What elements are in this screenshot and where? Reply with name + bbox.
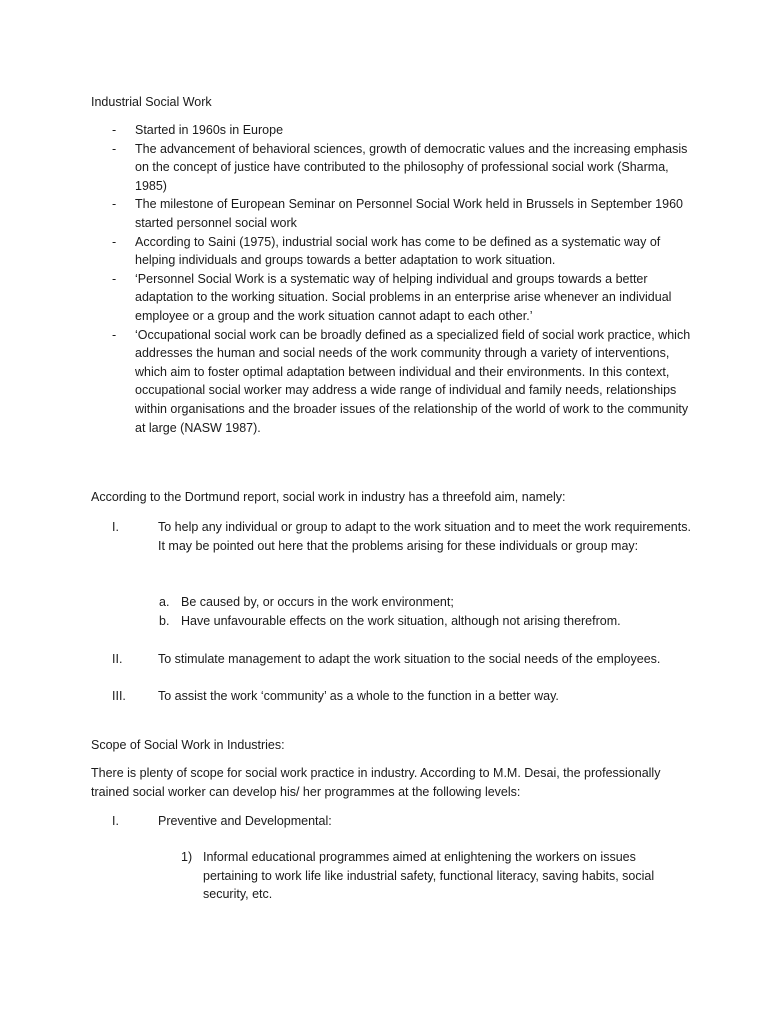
item-text: Informal educational programmes aimed at enlightening the workers on issues pertaining to work life like industrial safety, functional literacy, saving habits, social security, etc. — [203, 850, 655, 902]
bullet-text: Started in 1960s in Europe — [135, 123, 284, 137]
sub-label: a. — [159, 595, 170, 609]
sub-text: Be caused by, or occurs in the work environment; — [181, 595, 454, 609]
bullet-dash: - — [112, 197, 117, 212]
roman-numeral: I. — [112, 520, 119, 534]
list-item — [112, 195, 692, 232]
aim-text: To help any individual or group to adapt to the work situation and to meet the work requirements. It may be pointed out here that the problems arising for these individuals or group may: — [158, 520, 691, 553]
list-item — [112, 326, 692, 438]
aim-text: To stimulate management to adapt the work situation to the social needs of the employees. — [158, 652, 661, 666]
roman-numeral: II. — [112, 652, 123, 666]
roman-numeral: III. — [112, 689, 126, 703]
bullet-text: The advancement of behavioral sciences, growth of democratic values and the increasing emphasis on the concept of justice have contributed to the philosophy of professional social work (Sharma, 1985) — [135, 141, 688, 193]
roman-numeral: I. — [112, 814, 119, 828]
list-item — [112, 121, 692, 140]
aim-text: To assist the work ‘community’ as a whole to the function in a better way. — [158, 689, 559, 703]
aim-item-3 — [112, 687, 692, 706]
list-item — [112, 270, 692, 326]
bullet-dash: - — [112, 123, 117, 137]
item-number: 1) — [181, 850, 193, 864]
bullet-dash: - — [112, 327, 117, 342]
dortmund-heading: According to the Dortmund report, social work in industry has a threefold aim, namely: — [91, 490, 566, 504]
aim-item-2 — [112, 650, 692, 669]
bullet-text: ‘Personnel Social Work is a systematic way of helping individual and groups towards a better adaptation to the working situation. Social problems in an enterprise arise whenever an individual employee or a group and the work situation cannot adapt to each other.’ — [135, 271, 672, 323]
level-text: Preventive and Developmental: — [158, 814, 332, 828]
bullet-list — [112, 121, 692, 437]
sub-text: Have unfavourable effects on the work situation, although not arising therefrom. — [181, 613, 621, 628]
numbered-item-1 — [181, 848, 681, 904]
bullet-dash: - — [112, 271, 117, 286]
bullet-dash: - — [112, 234, 117, 249]
scope-heading: Scope of Social Work in Industries: — [91, 738, 285, 752]
sub-list-item — [159, 612, 679, 631]
bullet-text: The milestone of European Seminar on Personnel Social Work held in Brussels in September 1960 started personnel social work — [135, 197, 683, 230]
bullet-text: According to Saini (1975), industrial social work has come to be defined as a systematic way of helping individuals and groups towards a better adaptation to work situation. — [135, 234, 661, 268]
bullet-text: ‘Occupational social work can be broadly defined as a specialized field of social work practice, which addresses the human and social needs of the work community through a variety of interventions, which aim to foster optimal adaptation between individual and their environments. In this context, occupational social worker may address a wide range of individual and family needs, relationships within organisations and the broader issues of the relationship of the world of work to the community at large (NASW 1987). — [135, 327, 691, 435]
bullet-dash: - — [112, 141, 117, 156]
sub-label: b. — [159, 613, 170, 628]
sub-list-item — [159, 593, 679, 612]
sub-list — [159, 593, 679, 630]
level-item-1 — [112, 812, 692, 831]
list-item — [112, 140, 692, 196]
aim-item-1 — [112, 518, 692, 555]
list-item — [112, 233, 692, 270]
section-title: Industrial Social Work — [91, 95, 212, 109]
scope-paragraph: There is plenty of scope for social work practice in industry. According to M.M. Desai, the professionally trained social worker can develop his/ her programmes at the following levels: — [91, 766, 661, 799]
